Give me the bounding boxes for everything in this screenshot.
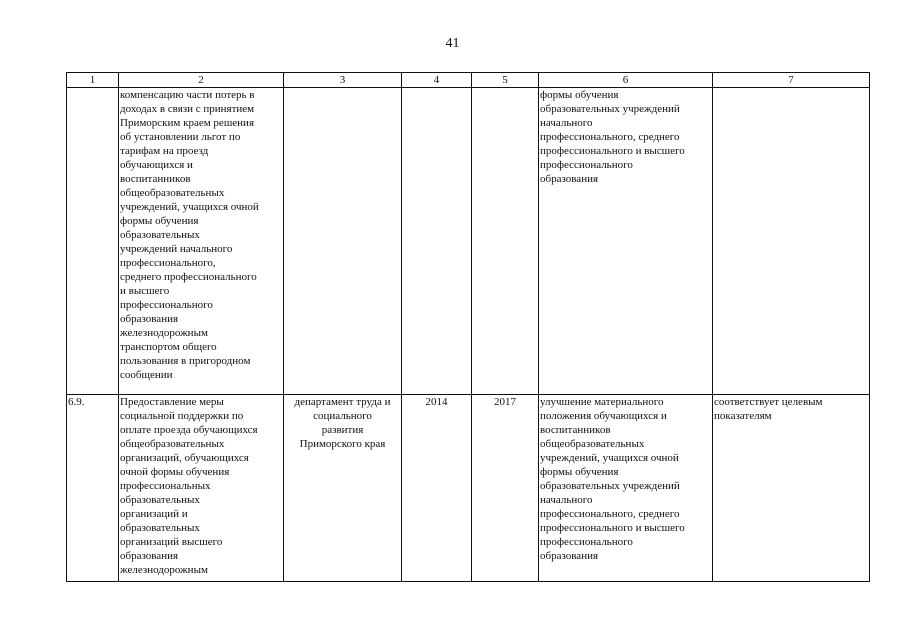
cell-measure: компенсацию части потерь в доходах в связи с принятием Приморским краем решения об установлении льгот по тарифам на проезд обучающихся и воспитанников общеобразовательных учреждений, учащихся очной формы обучения образовательных учреждений начального профессионального, среднего профессионального и высшего профессионального образования железнодорожным транспортом общего пользования в пригородном сообщении (119, 88, 284, 395)
cell-end-year: 2017 (472, 395, 539, 582)
column-header: 6 (539, 73, 713, 88)
cell-executor (284, 88, 402, 395)
column-header: 3 (284, 73, 402, 88)
table-row (67, 395, 870, 582)
cell-executor: департамент труда и социального развития Приморского края (284, 395, 402, 582)
cell-number (67, 88, 119, 395)
cell-end-year (472, 88, 539, 395)
column-header: 1 (67, 73, 119, 88)
cell-number: 6.9. (67, 395, 119, 582)
column-header: 7 (713, 73, 870, 88)
table-row (67, 88, 870, 395)
column-header: 5 (472, 73, 539, 88)
measures-table (66, 72, 870, 582)
cell-measure: Предоставление меры социальной поддержки по оплате проезда обучающихся общеобразовательных организаций, обучающихся очной формы обучения профессиональных образовательных организаций и образовательных организаций высшего образования железнодорожным (119, 395, 284, 582)
page-number: 41 (445, 36, 460, 51)
cell-start-year: 2014 (402, 395, 472, 582)
table-header-row (67, 73, 870, 88)
column-header: 4 (402, 73, 472, 88)
cell-expected-result: формы обучения образовательных учреждений начального профессионального, среднего профессионального и высшего профессионального образования (539, 88, 713, 395)
column-header: 2 (119, 73, 284, 88)
cell-expected-result: улучшение материального положения обучающихся и воспитанников общеобразовательных учреждений, учащихся очной формы обучения образовательных учреждений начального профессионального, среднего профессионального и высшего профессионального образования (539, 395, 713, 582)
cell-relation (713, 88, 870, 395)
cell-relation: соответствует целевым показателям (713, 395, 870, 582)
cell-start-year (402, 88, 472, 395)
